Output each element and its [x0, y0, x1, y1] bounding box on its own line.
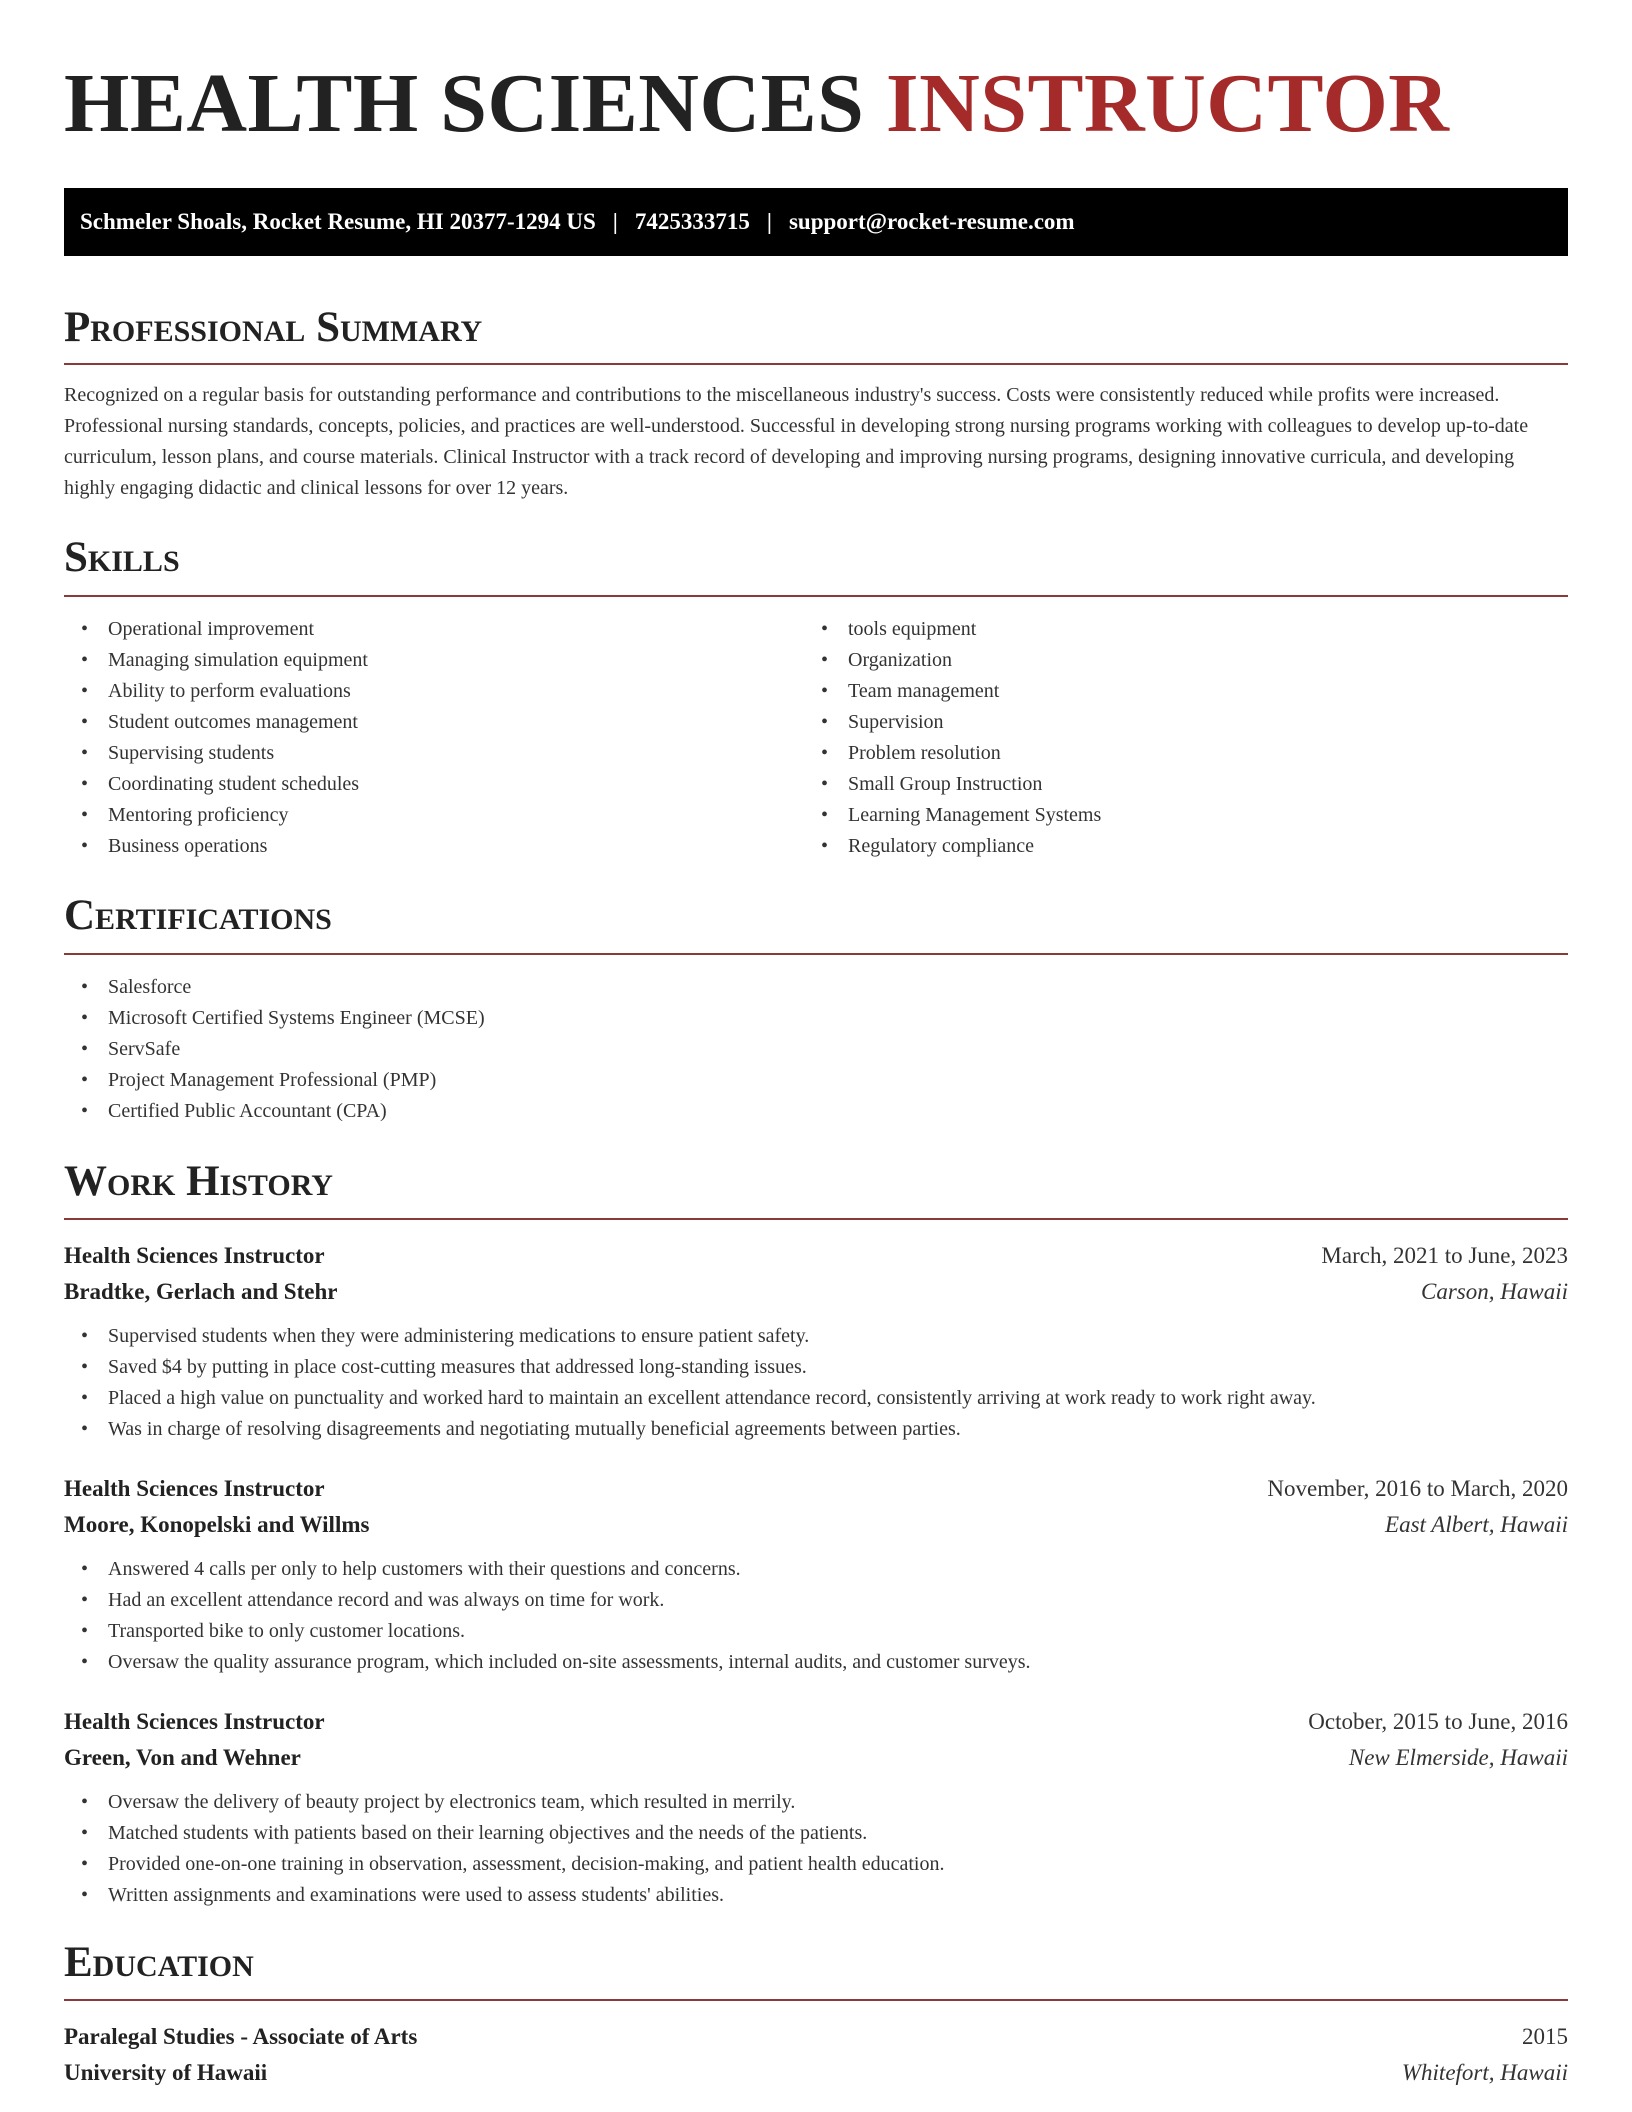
education-school-row	[64, 2055, 1568, 2091]
skill-item: • Organization	[804, 645, 1544, 676]
job-header	[64, 1471, 1568, 1507]
job-company-row	[64, 1507, 1568, 1543]
job-title: Health Sciences Instructor	[64, 1709, 325, 1734]
job-duty: • Supervised students when they were administering medications to ensure patient safety.	[64, 1321, 1568, 1352]
job-company: Bradtke, Gerlach and Stehr	[64, 1279, 338, 1304]
skill-item: • Regulatory compliance	[804, 831, 1544, 862]
section-divider	[64, 363, 1568, 365]
certification-item: • ServSafe	[64, 1034, 1568, 1065]
job-duty: • Saved $4 by putting in place cost-cutting measures that addressed long-standing issues.	[64, 1352, 1568, 1383]
job-title: Health Sciences Instructor	[64, 1243, 325, 1268]
skill-item: • Business operations	[64, 831, 804, 862]
education-entry	[64, 2019, 1568, 2091]
title-accent: INSTRUCTOR	[885, 57, 1450, 150]
job-entry	[64, 1471, 1568, 1678]
skill-item: • Student outcomes management	[64, 707, 804, 738]
certifications-heading: Certifications	[64, 892, 332, 939]
job-duty: • Provided one-on-one training in observation, assessment, decision-making, and patient health education.	[64, 1849, 1568, 1880]
skills-left-list	[64, 614, 804, 862]
summary-text: Recognized on a regular basis for outstanding performance and contributions to the miscellaneous industry's success. Costs were consistently reduced while profits were increased. Professional nursing standards, concepts, policies, and practices are well-understood. Successful in developing strong nursing programs working with colleagues to develop up-to-date curriculum, lesson plans, and course materials. Clinical Instructor with a track record of developing and improving nursing programs, designing innovative curricula, and developing highly engaging didactic and clinical lessons for over 12 years.	[64, 384, 1529, 499]
contact-phone: 7425333715	[634, 209, 750, 234]
job-duty: • Transported bike to only customer locations.	[64, 1616, 1568, 1647]
skill-item: • Problem resolution	[804, 738, 1544, 769]
job-duty: • Was in charge of resolving disagreements and negotiating mutually beneficial agreements between parties.	[64, 1414, 1568, 1445]
education-degree: Paralegal Studies - Associate of Arts	[64, 2024, 418, 2049]
title-main: HEALTH SCIENCES	[64, 57, 865, 150]
certification-item: • Project Management Professional (PMP)	[64, 1065, 1568, 1096]
work-history-heading: Work History	[64, 1158, 333, 1205]
job-duties	[64, 1321, 1568, 1445]
job-dates: October, 2015 to June, 2016	[1308, 1709, 1568, 1734]
section-divider	[64, 1218, 1568, 1220]
job-duty: • Oversaw the quality assurance program, which included on-site assessments, internal audits, and customer surveys.	[64, 1647, 1568, 1678]
certification-item: • Salesforce	[64, 972, 1568, 1003]
skill-item: • Learning Management Systems	[804, 800, 1544, 831]
contact-separator: |	[612, 209, 618, 234]
job-company: Moore, Konopelski and Willms	[64, 1512, 370, 1537]
contact-separator: |	[766, 209, 772, 234]
resume-title	[64, 0, 1568, 150]
job-duty: • Written assignments and examinations were used to assess students' abilities.	[64, 1880, 1568, 1911]
contact-bar	[64, 188, 1568, 256]
skill-item: • Supervision	[804, 707, 1544, 738]
skills-right-list	[804, 614, 1544, 862]
job-duty: • Answered 4 calls per only to help customers with their questions and concerns.	[64, 1554, 1568, 1585]
job-location: New Elmerside, Hawaii	[1348, 1745, 1568, 1770]
certification-item: • Certified Public Accountant (CPA)	[64, 1096, 1568, 1127]
skill-item: • Coordinating student schedules	[64, 769, 804, 800]
skills-heading: Skills	[64, 534, 180, 581]
job-entry	[64, 1704, 1568, 1911]
job-company-row	[64, 1274, 1568, 1310]
job-duty: • Had an excellent attendance record and was always on time for work.	[64, 1585, 1568, 1616]
education-year: 2015	[1522, 2024, 1568, 2049]
skill-item: • Mentoring proficiency	[64, 800, 804, 831]
job-dates: March, 2021 to June, 2023	[1321, 1243, 1568, 1268]
education-header	[64, 2019, 1568, 2055]
certifications-section	[64, 890, 1568, 1127]
skill-item: • tools equipment	[804, 614, 1544, 645]
summary-heading: Professional Summary	[64, 304, 483, 351]
skill-item: • Managing simulation equipment	[64, 645, 804, 676]
certification-item: • Microsoft Certified Systems Engineer (MCSE)	[64, 1003, 1568, 1034]
job-duties	[64, 1787, 1568, 1911]
section-divider	[64, 595, 1568, 597]
job-company-row	[64, 1740, 1568, 1776]
certifications-list	[64, 972, 1568, 1127]
contact-email: support@rocket-resume.com	[788, 209, 1075, 234]
job-header	[64, 1704, 1568, 1740]
job-title: Health Sciences Instructor	[64, 1476, 325, 1501]
summary-section	[64, 302, 1568, 504]
job-entry	[64, 1238, 1568, 1445]
skills-columns	[64, 614, 1568, 862]
job-duty: • Oversaw the delivery of beauty project by electronics team, which resulted in merrily.	[64, 1787, 1568, 1818]
skill-item: • Operational improvement	[64, 614, 804, 645]
skill-item: • Team management	[804, 676, 1544, 707]
education-school: University of Hawaii	[64, 2060, 268, 2085]
job-header	[64, 1238, 1568, 1274]
education-location: Whitefort, Hawaii	[1401, 2060, 1568, 2085]
job-location: Carson, Hawaii	[1421, 1279, 1568, 1304]
job-company: Green, Von and Wehner	[64, 1745, 301, 1770]
education-section	[64, 1937, 1568, 2091]
section-divider	[64, 1999, 1568, 2001]
job-dates: November, 2016 to March, 2020	[1267, 1476, 1568, 1501]
skills-section	[64, 532, 1568, 862]
skill-item: • Small Group Instruction	[804, 769, 1544, 800]
job-duties	[64, 1554, 1568, 1678]
job-location: East Albert, Hawaii	[1385, 1512, 1568, 1537]
education-heading: Education	[64, 1939, 254, 1986]
job-duty: • Matched students with patients based on their learning objectives and the needs of the patients.	[64, 1818, 1568, 1849]
job-duty: • Placed a high value on punctuality and worked hard to maintain an excellent attendance record, consistently arriving at work ready to work right away.	[64, 1383, 1568, 1414]
contact-address: Schmeler Shoals, Rocket Resume, HI 20377-1294 US	[80, 209, 596, 234]
work-history-section	[64, 1156, 1568, 1911]
skill-item: • Supervising students	[64, 738, 804, 769]
section-divider	[64, 953, 1568, 955]
skill-item: • Ability to perform evaluations	[64, 676, 804, 707]
